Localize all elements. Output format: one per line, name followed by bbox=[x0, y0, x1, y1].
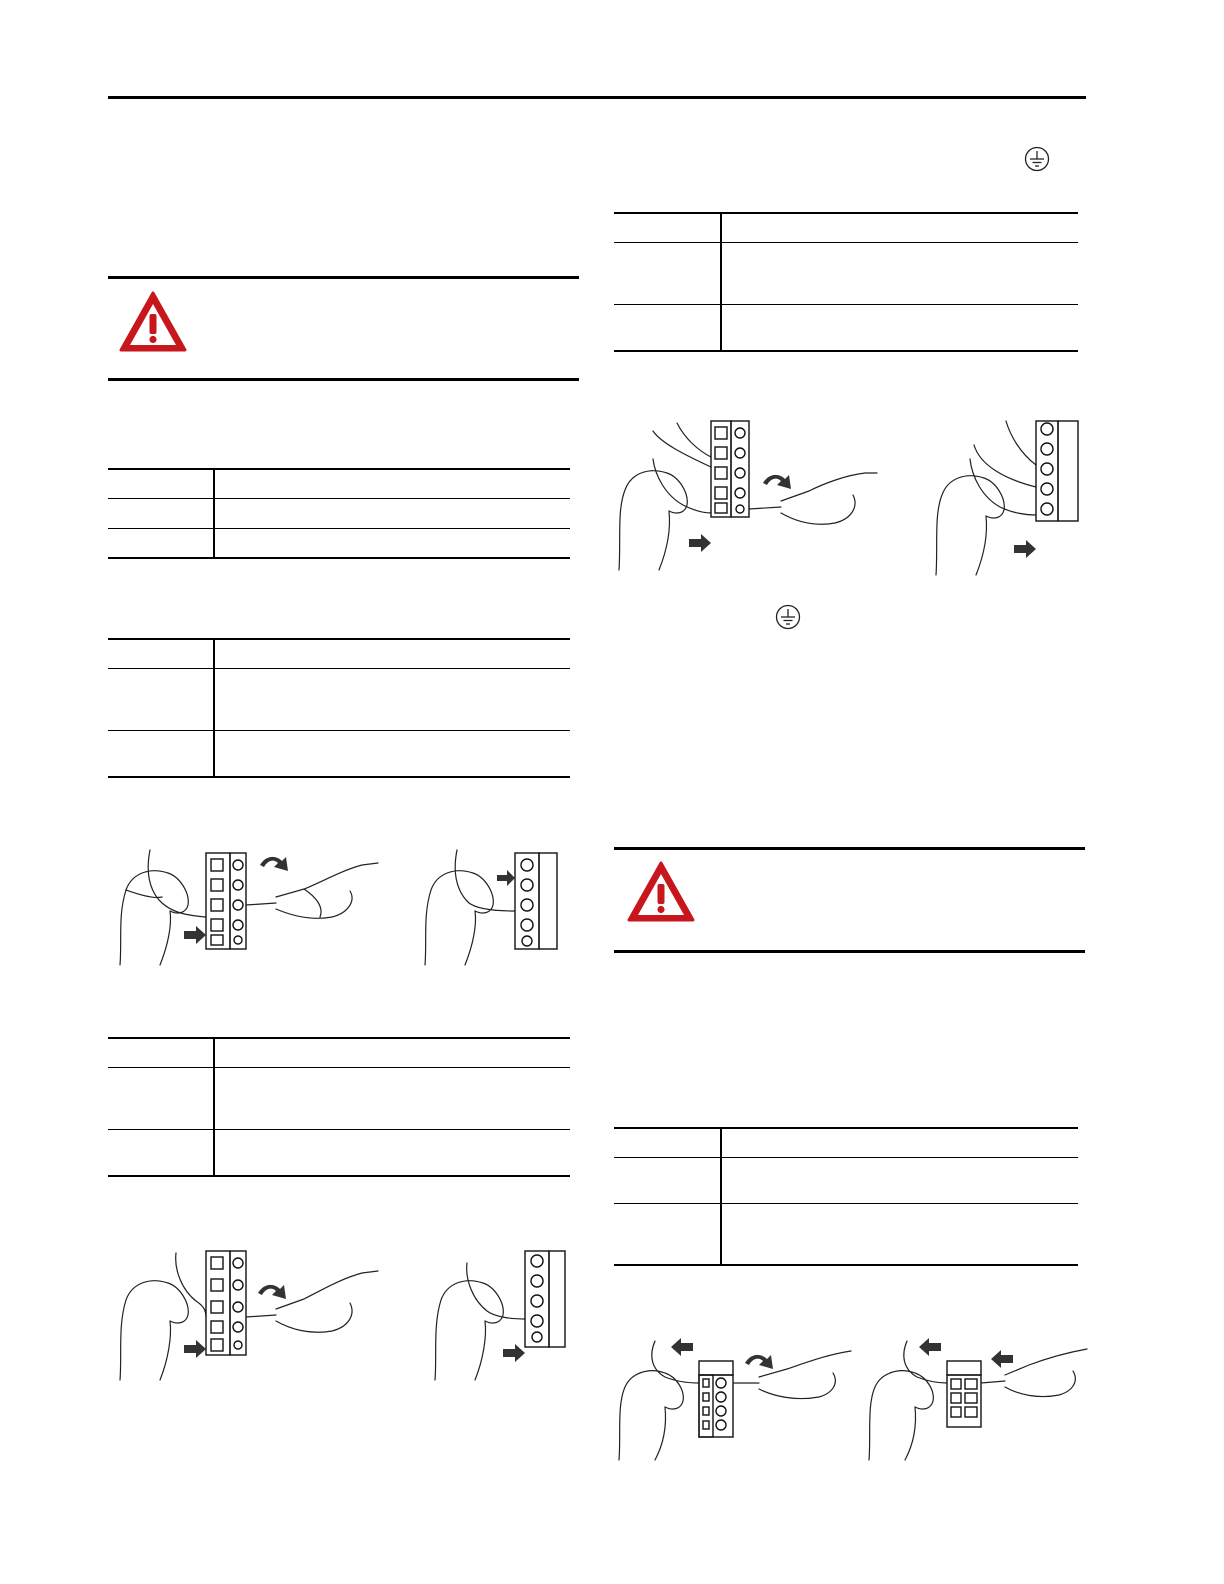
warning-triangle-icon bbox=[626, 860, 696, 924]
warning-top-rule bbox=[614, 847, 1085, 850]
ground-icon bbox=[1024, 146, 1050, 172]
wiring-illustration-left-2a bbox=[110, 1245, 380, 1385]
warning-bottom-rule bbox=[108, 378, 579, 381]
warning-bottom-rule bbox=[614, 950, 1085, 953]
wiring-illustration-right-1a bbox=[615, 415, 880, 575]
wiring-illustration-left-2b bbox=[425, 1245, 575, 1385]
wiring-illustration-right-2a bbox=[615, 1335, 855, 1465]
wiring-illustration-right-2b bbox=[865, 1335, 1090, 1465]
wiring-illustration-left-1b bbox=[415, 845, 575, 970]
ground-icon bbox=[775, 604, 801, 630]
header-rule bbox=[108, 96, 1086, 99]
wiring-illustration-right-1b bbox=[930, 415, 1085, 580]
warning-triangle-icon bbox=[118, 290, 188, 354]
wiring-illustration-left-1a bbox=[110, 845, 380, 970]
warning-top-rule bbox=[108, 276, 579, 279]
